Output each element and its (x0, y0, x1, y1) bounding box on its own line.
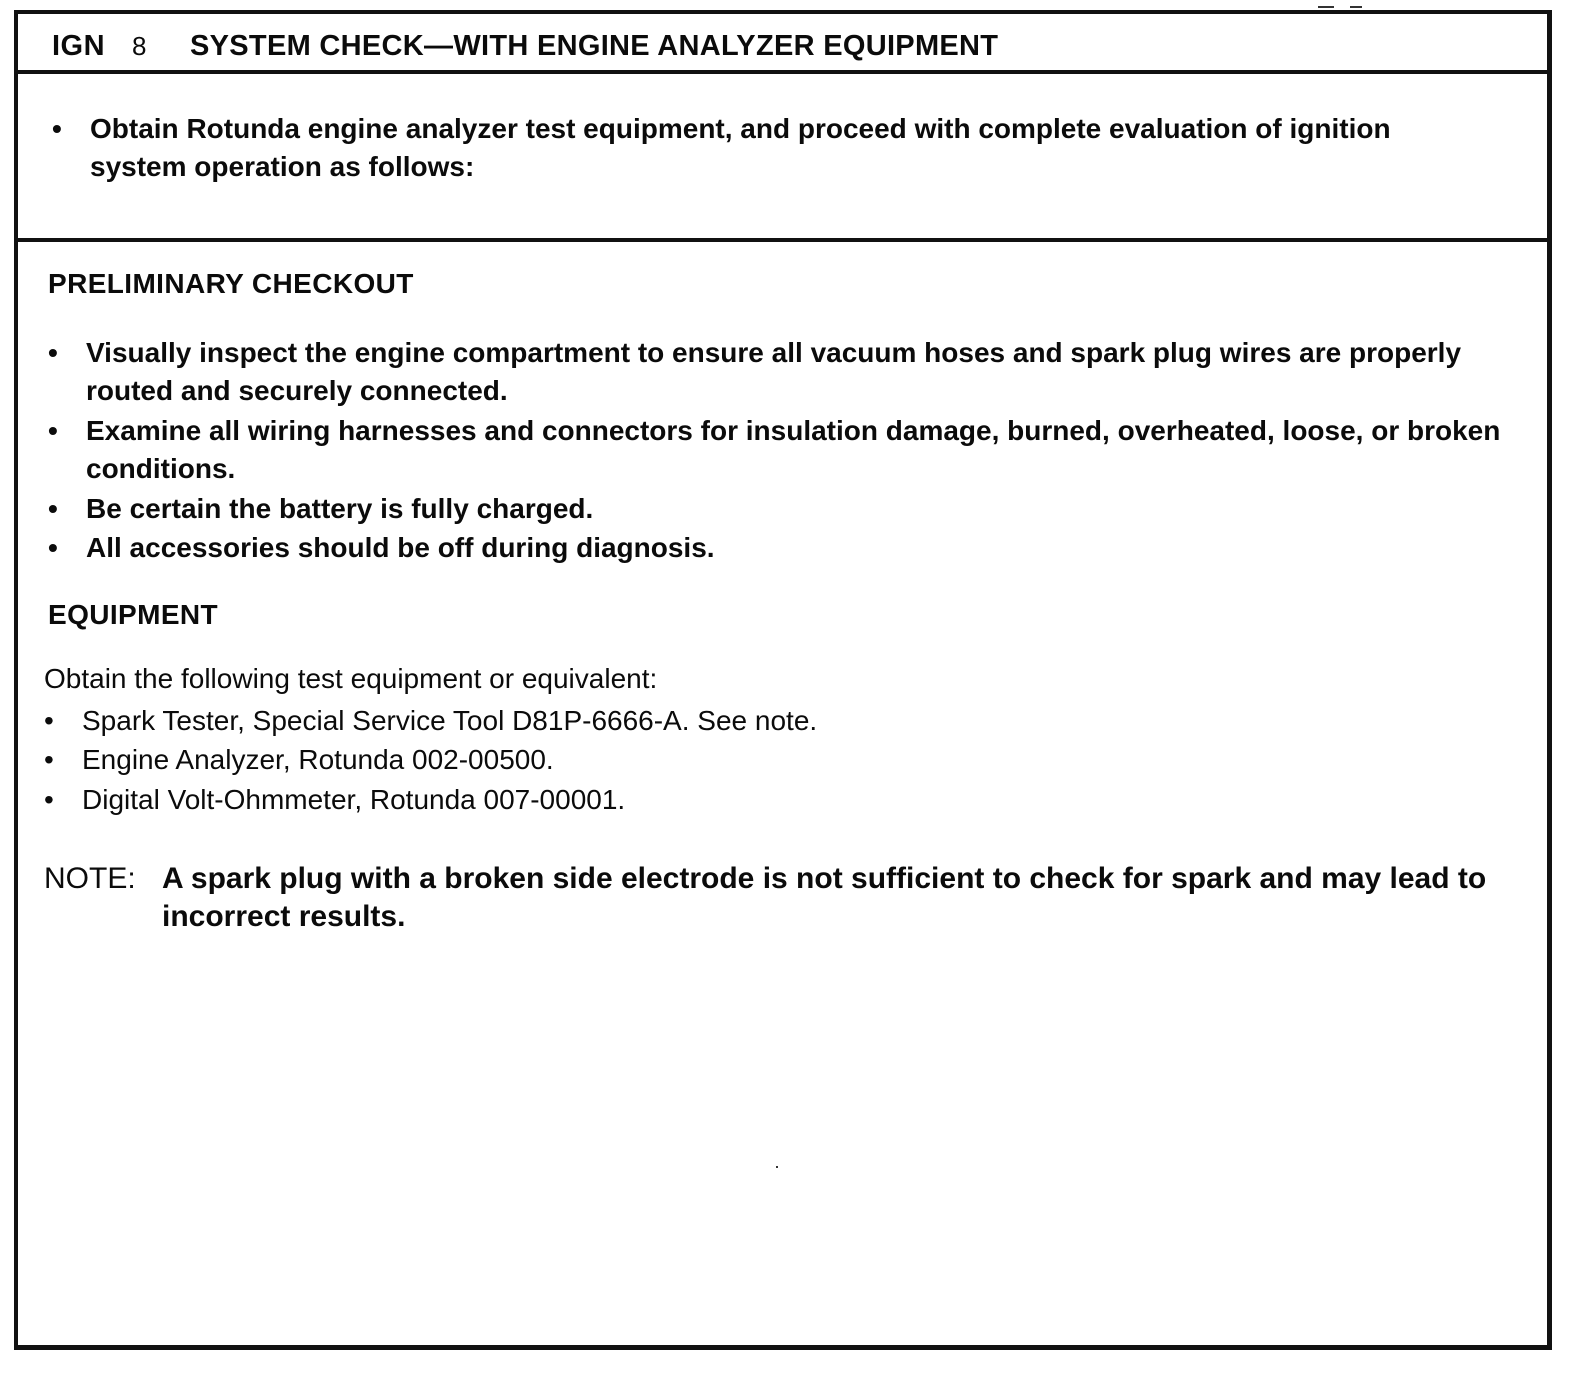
bullet-icon: • (44, 784, 54, 815)
preliminary-heading: PRELIMINARY CHECKOUT (48, 268, 414, 299)
intro-panel (18, 74, 1547, 242)
note-label: NOTE: (44, 862, 136, 895)
equipment-heading: EQUIPMENT (48, 599, 219, 630)
bullet-icon: • (48, 415, 58, 446)
equipment-item-text: Digital Volt-Ohmmeter, Rotunda 007-00001. (82, 784, 626, 815)
bullet-icon: • (44, 705, 54, 736)
preliminary-bullet-text: Visually inspect the engine compartment to ensure all vacuum hoses and spark plug wires are properly routed and securely connected. (86, 337, 1462, 406)
note-text: A spark plug with a broken side electrode is not sufficient to check for spark and may lead to incorrect results. (162, 862, 1487, 933)
bullet-icon: • (44, 744, 54, 775)
list-item (52, 110, 1492, 186)
section-number: 8 (132, 31, 147, 61)
page-title: SYSTEM CHECK—WITH ENGINE ANALYZER EQUIPMENT (190, 30, 999, 62)
list-item (48, 334, 1528, 410)
list-item (48, 529, 1528, 567)
bullet-icon: • (48, 532, 58, 563)
section-code: IGN (52, 30, 106, 62)
note-block (44, 860, 1514, 936)
bullet-icon: • (48, 337, 58, 368)
scan-mark (1350, 6, 1362, 8)
title-bar (18, 14, 1547, 74)
equipment-intro: Obtain the following test equipment or equivalent: (44, 663, 658, 694)
preliminary-bullet-text: Be certain the battery is fully charged. (86, 493, 594, 524)
scan-speck (776, 1166, 778, 1168)
list-item (44, 781, 1444, 819)
equipment-item-text: Engine Analyzer, Rotunda 002-00500. (82, 744, 554, 775)
equipment-item-text: Spark Tester, Special Service Tool D81P-6666-A. See note. (82, 705, 818, 736)
bullet-icon: • (48, 493, 58, 524)
scan-mark (1318, 6, 1334, 8)
list-item (44, 741, 1444, 779)
list-item (44, 702, 1444, 740)
preliminary-bullet-text: Examine all wiring harnesses and connectors for insulation damage, burned, overheated, loose, or broken conditions. (86, 415, 1501, 484)
intro-bullet-text: Obtain Rotunda engine analyzer test equipment, and proceed with complete evaluation of ignition system operation as follows: (90, 113, 1391, 182)
preliminary-bullet-text: All accessories should be off during diagnosis. (86, 532, 715, 563)
list-item (48, 412, 1528, 488)
list-item (48, 490, 1528, 528)
bullet-icon: • (52, 113, 62, 144)
procedure-box (14, 10, 1552, 1350)
